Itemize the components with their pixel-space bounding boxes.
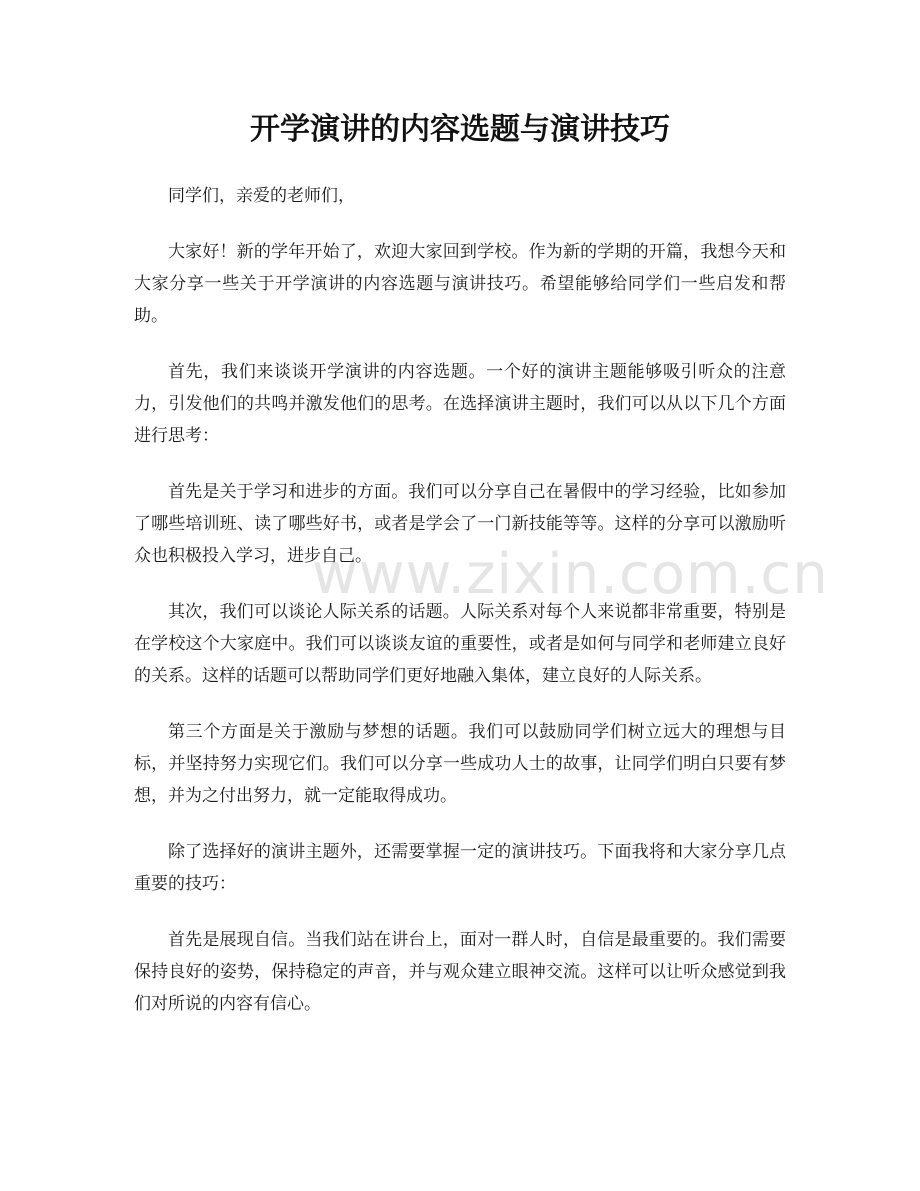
watermark: www.zixin.com.cn (312, 542, 829, 607)
paragraph-skills-intro: 除了选择好的演讲主题外，还需要掌握一定的演讲技巧。下面我将和大家分享几点重要的技巧： (134, 842, 786, 894)
paragraph-topic-selection: 首先，我们来谈谈开学演讲的内容选题。一个好的演讲主题能够吸引听众的注意力，引发他们的共鸣并激发他们的思考。在选择演讲主题时，我们可以从以下几个方面进行思考： (134, 362, 786, 446)
paragraph-dreams: 第三个方面是关于激励与梦想的话题。我们可以鼓励同学们树立远大的理想与目标，并坚持努力实现它们。我们可以分享一些成功人士的故事，让同学们明白只要有梦想，并为之付出努力，就一定能取得成功。 (134, 722, 786, 806)
document-body (134, 180, 786, 1044)
document-title: 开学演讲的内容选题与演讲技巧 (250, 112, 670, 147)
paragraph-confidence: 首先是展现自信。当我们站在讲台上，面对一群人时，自信是最重要的。我们需要保持良好的姿势，保持稳定的声音，并与观众建立眼神交流。这样可以让听众感觉到我们对所说的内容有信心。 (134, 930, 786, 1014)
paragraph-greeting: 同学们，亲爱的老师们， (168, 186, 355, 206)
paragraph-learning: 首先是关于学习和进步的方面。我们可以分享自己在暑假中的学习经验，比如参加了哪些培训班、读了哪些好书，或者是学会了一门新技能等等。这样的分享可以激励听众也积极投入学习，进步自己。 (134, 482, 786, 566)
paragraph-relationships: 其次，我们可以谈论人际关系的话题。人际关系对每个人来说都非常重要，特别是在学校这个大家庭中。我们可以谈谈友谊的重要性，或者是如何与同学和老师建立良好的关系。这样的话题可以帮助同学们更好地融入集体，建立良好的人际关系。 (134, 602, 786, 686)
paragraph-intro: 大家好！新的学年开始了，欢迎大家回到学校。作为新的学期的开篇，我想今天和大家分享一些关于开学演讲的内容选题与演讲技巧。希望能够给同学们一些启发和帮助。 (134, 242, 786, 326)
